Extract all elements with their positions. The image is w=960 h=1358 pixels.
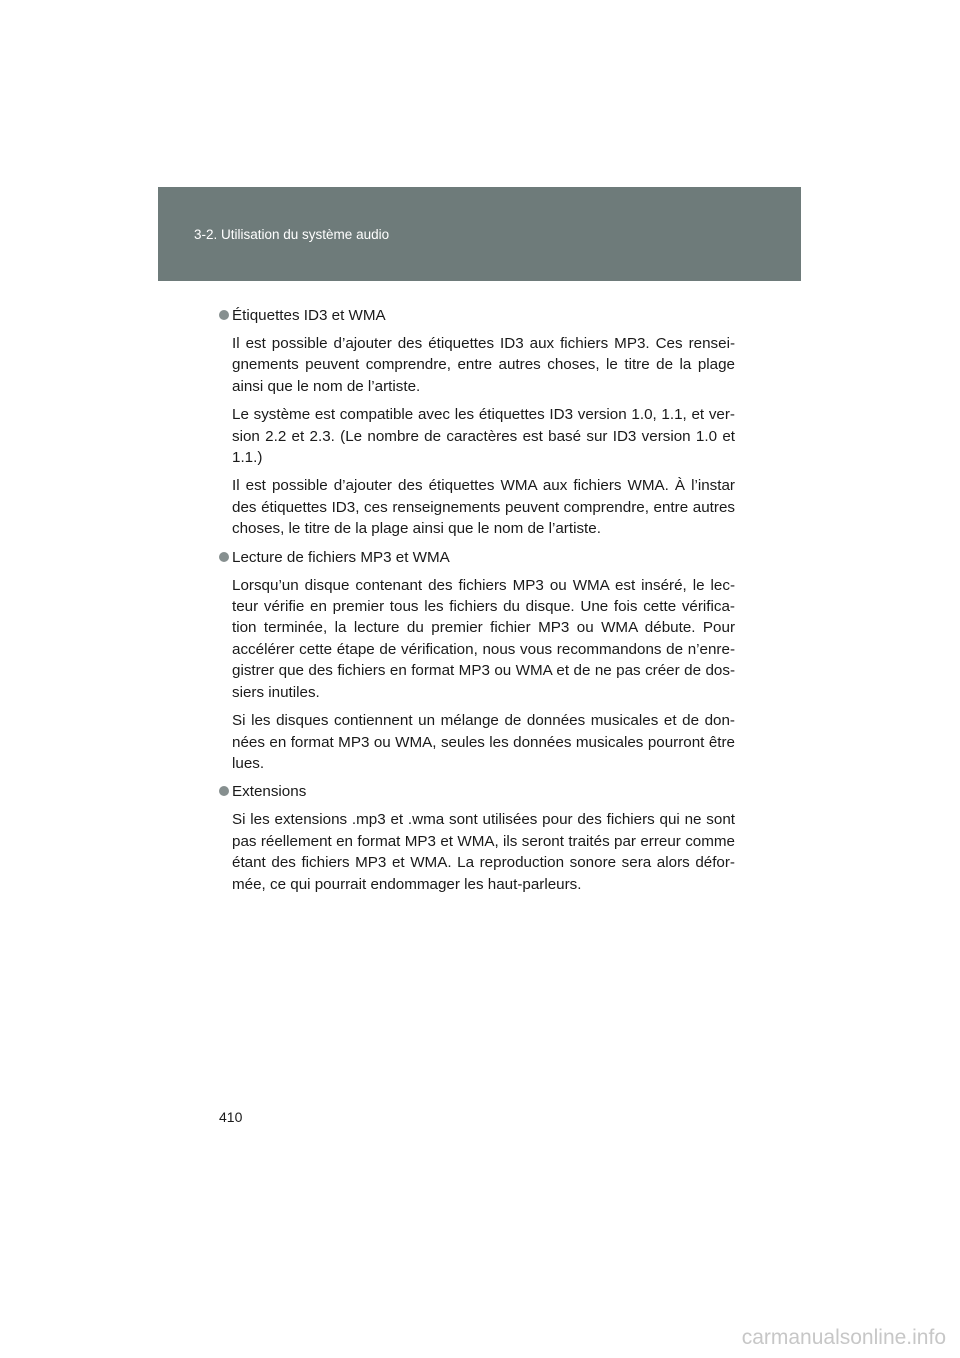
watermark-text: carmanualsonline.info: [741, 1326, 946, 1349]
paragraph: Si les extensions .mp3 et .wma sont utilisées pour des fichiers qui ne sont pas réellement en format MP3 et WMA, ils seront traités par erreur comme étant des fichiers MP3 et WMA. La reproduction sonore sera alors défor-mée, ce qui pourrait endommager les haut-parleurs.: [232, 811, 735, 893]
paragraph: Il est possible d’ajouter des étiquettes ID3 aux fichiers MP3. Ces rensei-gnements peuvent comprendre, entre autres choses, le titre de la plage ainsi que le nom de l’artiste.: [232, 335, 735, 395]
section-heading: [219, 305, 735, 326]
paragraph: Le système est compatible avec les étiquettes ID3 version 1.0, 1.1, et ver-sion 2.2 et 2.3. (Le nombre de caractères est basé sur ID3 version 1.0 et 1.1.): [232, 406, 735, 467]
page-content: [219, 305, 735, 902]
section-id3-wma-tags: [219, 305, 735, 540]
section-heading: [219, 781, 735, 802]
bullet-icon: [219, 552, 229, 562]
paragraph: Si les disques contiennent un mélange de données musicales et de don-nées en format MP3 ou WMA, seules les données musicales pourront être lues.: [232, 712, 735, 772]
section-heading: [219, 547, 735, 568]
section-heading-text: Lecture de fichiers MP3 et WMA: [232, 548, 450, 566]
section-heading-text: Étiquettes ID3 et WMA: [232, 307, 386, 324]
bullet-icon: [219, 310, 229, 320]
section-header-band: [158, 187, 801, 281]
section-title: 3-2. Utilisation du système audio: [194, 227, 390, 242]
page-number: 410: [219, 1109, 243, 1125]
section-extensions: [219, 781, 735, 895]
paragraph: Il est possible d’ajouter des étiquettes WMA aux fichiers WMA. À l’instar des étiquettes ID3, ces renseignements peuvent comprendre, entre autres choses, le titre de la plage ainsi que le nom de l’artiste.: [232, 477, 735, 538]
section-mp3-wma-playback: [219, 547, 735, 775]
paragraph: Lorsqu’un disque contenant des fichiers MP3 ou WMA est inséré, le lec-teur vérifie en premier tous les fichiers du disque. Une fois cette vérifica-tion terminée, la lecture du premier fichier MP3 ou WMA débute. Pour accélérer cette étape de vérification, nous vous recommandons de n’enre-gistrer que des fichiers en format MP3 ou WMA et de ne pas créer de dos-siers inutiles.: [232, 576, 735, 701]
bullet-icon: [219, 786, 229, 796]
section-heading-text: Extensions: [232, 783, 307, 801]
